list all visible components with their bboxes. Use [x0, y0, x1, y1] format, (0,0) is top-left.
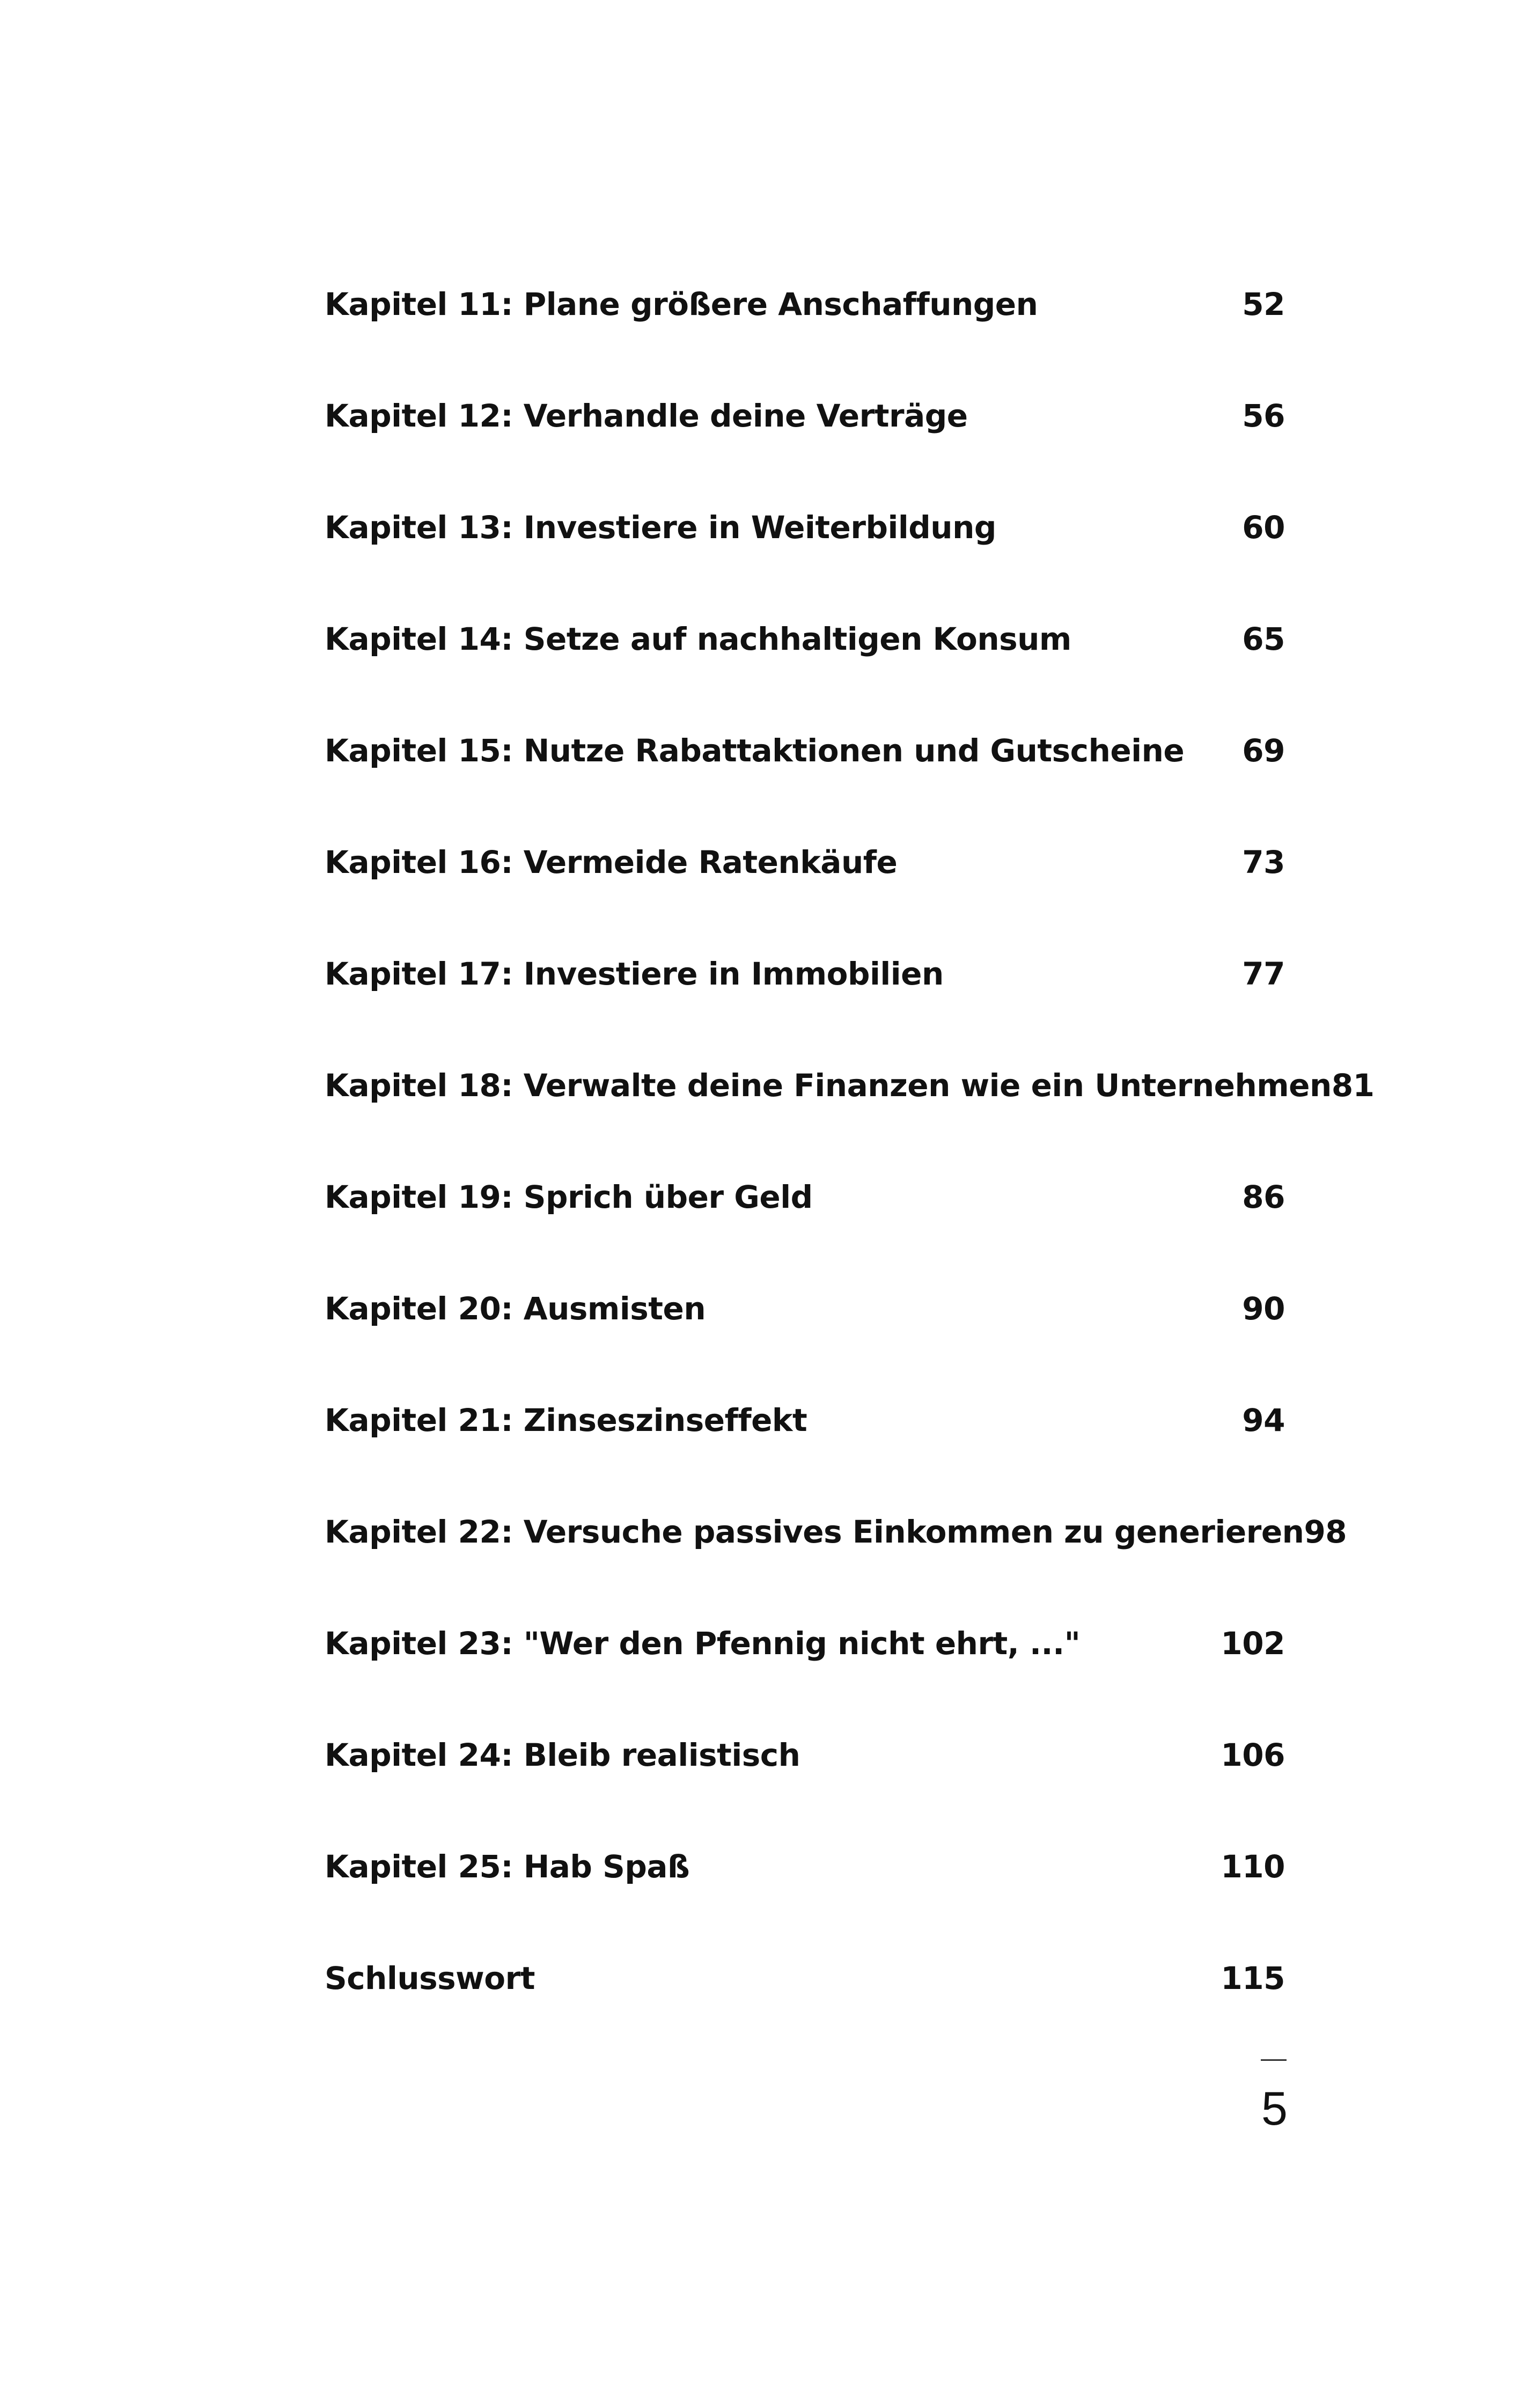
- table-of-contents: [325, 280, 1375, 2066]
- toc-entry: [325, 1731, 1285, 1842]
- toc-entry: [325, 615, 1285, 726]
- toc-entry-page: 81: [1331, 1067, 1375, 1104]
- toc-entry-page: 65: [1242, 621, 1285, 657]
- toc-entry-page: 52: [1242, 286, 1285, 322]
- toc-entry-title: Kapitel 18: Verwalte deine Finanzen wie ein Unternehmen: [325, 1067, 1332, 1104]
- toc-entry: [325, 1619, 1285, 1731]
- toc-entry: [325, 1061, 1375, 1173]
- page-number-rule: [1261, 2059, 1287, 2061]
- toc-entry: [325, 280, 1285, 392]
- toc-entry: [325, 950, 1285, 1061]
- toc-entry-page: 56: [1242, 398, 1285, 434]
- toc-entry-title: Kapitel 21: Zinseszinseffekt: [325, 1402, 807, 1438]
- toc-entry-page: 98: [1304, 1514, 1347, 1550]
- toc-entry: [325, 838, 1285, 950]
- toc-entry-title: Kapitel 16: Vermeide Ratenkäufe: [325, 844, 898, 880]
- toc-entry-page: 69: [1242, 732, 1285, 769]
- page-number: 5: [1261, 2082, 1288, 2135]
- toc-entry-title: Kapitel 24: Bleib realistisch: [325, 1737, 800, 1773]
- toc-entry: [325, 503, 1285, 615]
- toc-entry-page: 94: [1242, 1402, 1285, 1438]
- toc-entry-title: Kapitel 20: Ausmisten: [325, 1290, 706, 1327]
- toc-entry: [325, 1173, 1285, 1284]
- toc-entry-page: 77: [1242, 956, 1285, 992]
- toc-entry: [325, 726, 1285, 838]
- toc-entry-title: Kapitel 25: Hab Spaß: [325, 1848, 690, 1885]
- toc-entry-page: 115: [1221, 1960, 1285, 1996]
- toc-entry-page: 86: [1242, 1179, 1285, 1215]
- toc-entry: [325, 1508, 1347, 1619]
- toc-entry-page: 102: [1221, 1625, 1285, 1662]
- toc-entry: [325, 1284, 1285, 1396]
- toc-entry: [325, 1842, 1285, 1954]
- toc-entry-title: Kapitel 15: Nutze Rabattaktionen und Gutscheine: [325, 732, 1185, 769]
- toc-entry-page: 90: [1242, 1290, 1285, 1327]
- toc-entry-title: Kapitel 12: Verhandle deine Verträge: [325, 398, 968, 434]
- toc-entry-title: Kapitel 14: Setze auf nachhaltigen Konsum: [325, 621, 1071, 657]
- toc-entry: [325, 1954, 1285, 2066]
- toc-entry-title: Kapitel 22: Versuche passives Einkommen zu generieren: [325, 1514, 1304, 1550]
- toc-entry-page: 60: [1242, 509, 1285, 546]
- toc-entry: [325, 1396, 1285, 1508]
- toc-entry-page: 73: [1242, 844, 1285, 880]
- toc-entry-title: Schlusswort: [325, 1960, 535, 1996]
- toc-entry: [325, 392, 1285, 503]
- toc-entry-title: Kapitel 19: Sprich über Geld: [325, 1179, 813, 1215]
- toc-entry-page: 106: [1221, 1737, 1285, 1773]
- toc-entry-title: Kapitel 11: Plane größere Anschaffungen: [325, 286, 1038, 322]
- toc-entry-title: Kapitel 23: "Wer den Pfennig nicht ehrt, ...": [325, 1625, 1081, 1662]
- toc-entry-title: Kapitel 13: Investiere in Weiterbildung: [325, 509, 996, 546]
- toc-entry-title: Kapitel 17: Investiere in Immobilien: [325, 956, 944, 992]
- toc-entry-page: 110: [1221, 1848, 1285, 1885]
